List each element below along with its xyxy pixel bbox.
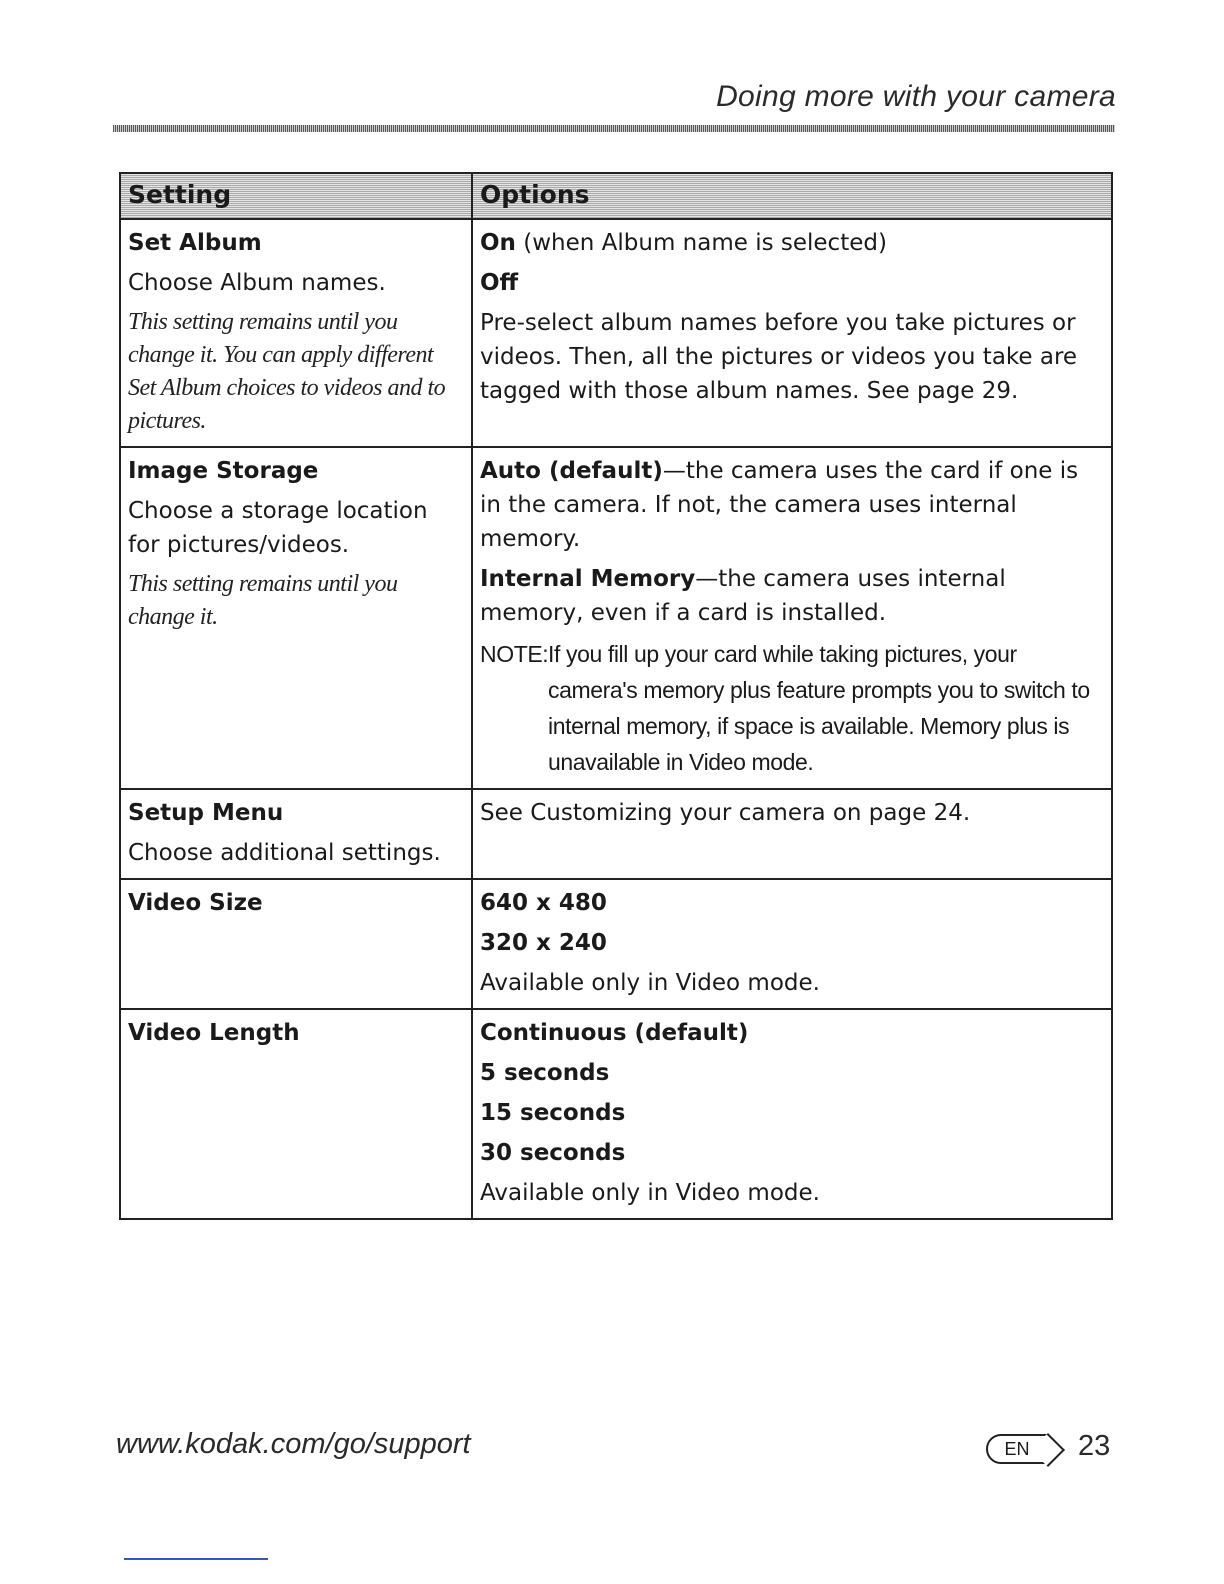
language-label: EN [1004, 1439, 1030, 1459]
options-cell [472, 219, 1112, 447]
setting-cell [120, 447, 472, 789]
table-row [120, 879, 1112, 1009]
table-row [120, 1009, 1112, 1219]
language-badge-icon [986, 1434, 1048, 1464]
option-on-description: (when Album name is selected) [515, 230, 887, 256]
setting-name: Video Length [128, 1020, 300, 1046]
option-continuous: Continuous (default) [480, 1020, 749, 1046]
table-row [120, 789, 1112, 879]
option-on: On [480, 230, 516, 256]
bottom-divider [124, 1558, 268, 1560]
setting-name: Video Size [128, 890, 263, 916]
option-320x240: 320 x 240 [480, 930, 607, 956]
setting-cell [120, 789, 472, 879]
setting-description: Choose a storage location for pictures/videos. [128, 498, 428, 558]
table-row [120, 219, 1112, 447]
setting-description: Choose Album names. [128, 270, 386, 296]
option-detail: See Customizing your camera on page 24. [480, 800, 971, 826]
setting-cell [120, 219, 472, 447]
setting-name: Setup Menu [128, 800, 284, 826]
table-header-row [120, 173, 1112, 219]
option-auto-description: —the camera uses the card if one is in the camera. If not, the camera uses internal memory. [480, 458, 1079, 552]
option-note: Available only in Video mode. [480, 970, 820, 996]
support-url[interactable]: www.kodak.com/go/support [116, 1428, 471, 1460]
setting-cell [120, 1009, 472, 1219]
options-cell [472, 447, 1112, 789]
page-header-title: Doing more with your camera [716, 80, 1116, 113]
option-internal-memory: Internal Memory [480, 566, 696, 592]
column-header-setting: Setting [120, 173, 472, 219]
option-detail: Pre-select album names before you take pictures or videos. Then, all the pictures or videos you take are tagged with those album names. See page 29. [480, 310, 1078, 404]
options-cell [472, 789, 1112, 879]
option-5-seconds: 5 seconds [480, 1060, 610, 1086]
option-30-seconds: 30 seconds [480, 1140, 626, 1166]
column-header-options: Options [472, 173, 1112, 219]
options-cell [472, 879, 1112, 1009]
table-row [120, 447, 1112, 789]
setting-note: This setting remains until you change it. [128, 571, 398, 630]
note-text: If you fill up your card while taking pictures, your camera's memory plus feature prompts you to switch to internal memory, if space is available. Memory plus is unavailable in Video mode. [548, 641, 1090, 775]
option-off: Off [480, 270, 519, 296]
option-auto: Auto (default) [480, 458, 663, 484]
option-15-seconds: 15 seconds [480, 1100, 626, 1126]
note-block [480, 636, 1104, 780]
setting-description: Choose additional settings. [128, 840, 441, 866]
setting-name: Set Album [128, 230, 262, 256]
note-label: NOTE: [480, 641, 549, 667]
page-number: 23 [1078, 1430, 1111, 1462]
option-640x480: 640 x 480 [480, 890, 607, 916]
setting-cell [120, 879, 472, 1009]
setting-note: This setting remains until you change it. You can apply different Set Album choices to videos and to pictures. [128, 309, 446, 434]
settings-table [119, 172, 1113, 1220]
header-rule [113, 125, 1115, 132]
options-cell [472, 1009, 1112, 1219]
option-note: Available only in Video mode. [480, 1180, 820, 1206]
setting-name: Image Storage [128, 458, 319, 484]
option-internal-description: —the camera uses internal memory, even if a card is installed. [480, 566, 1006, 626]
